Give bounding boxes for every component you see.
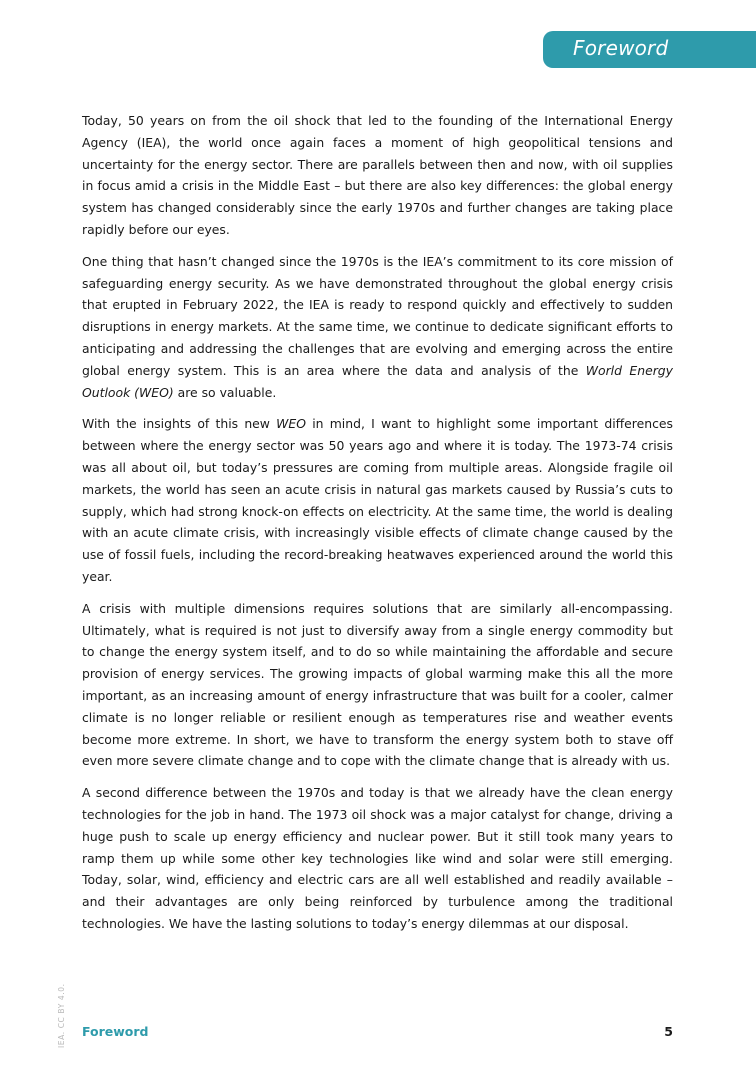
paragraph-text: A second difference between the 1970s and today is that we already have the clean energy technologies for the job in hand. The 1973 oil shock was a major catalyst for change, driving a huge push to scale up energy efficiency and nuclear power. But it still took many years to ramp them up while some other key technologies like wind and solar were still emerging. Today, solar, wind, efficiency and electric cars are all well established and readily available – and their advantages are only being reinforced by turbulence among the traditional technologies. We have the lasting solutions to today’s energy dilemmas at our disposal. [82, 785, 673, 931]
publication-abbrev: WEO [276, 416, 306, 432]
section-tab-label: Foreword [573, 36, 669, 60]
paragraph [82, 598, 673, 772]
publication-title: World Energy Outlook (WEO) [82, 362, 673, 400]
license-note: IEA. CC BY 4.0. [57, 983, 66, 1048]
paragraph [82, 110, 673, 241]
section-tab [543, 31, 756, 68]
paragraph-text: Today, 50 years on from the oil shock that led to the founding of the International Energy Agency (IEA), the world once again faces a moment of high geopolitical tensions and uncertainty for the energy sector. There are parallels between then and now, with oil supplies in focus amid a crisis in the Middle East – but there are also key differences: the global energy system has changed considerably since the early 1970s and further changes are taking place rapidly before our eyes. [82, 113, 673, 237]
paragraph-text: One thing that hasn’t changed since the 1970s is the IEA’s commitment to its core mission of safeguarding energy security. As we have demonstrated throughout the global energy crisis that erupted in February 2022, the IEA is ready to respond quickly and effectively to sudden disruptions in energy markets. At the same time, we continue to dedicate significant efforts to anticipating and addressing the challenges that are evolving and emerging across the entire global energy system. This is an area where the data and analysis of the [82, 253, 673, 378]
footer-section-label: Foreword [82, 1024, 149, 1039]
paragraph [82, 413, 673, 587]
paragraph-text: With the insights of this new [82, 416, 277, 432]
page-number: 5 [664, 1024, 673, 1039]
paragraph [82, 782, 673, 935]
paragraph [82, 251, 673, 404]
body-text [82, 110, 673, 945]
paragraph-text: in mind, I want to highlight some important differences between where the energy sector was 50 years ago and where it is today. The 1973-74 crisis was all about oil, but today’s pressures are coming from multiple areas. Alongside fragile oil markets, the world has seen an acute crisis in natural gas markets caused by Russia’s cuts to supply, which had strong knock-on effects on electricity. At the same time, the world is dealing with an acute climate crisis, with increasingly visible effects of climate change caused by the use of fossil fuels, including the record-breaking heatwaves experienced around the world this year. [82, 416, 673, 584]
paragraph-text: A crisis with multiple dimensions requires solutions that are similarly all-encompassing. Ultimately, what is required is not just to diversify away from a single energy commodity but to change the energy system itself, and to do so while maintaining the affordable and secure provision of energy services. The growing impacts of global warming make this all the more important, as an increasing amount of energy infrastructure that was built for a cooler, calmer climate is no longer reliable or resilient enough as temperatures rise and weather events become more extreme. In short, we have to transform the energy system both to stave off even more severe climate change and to cope with the climate change that is already with us. [82, 600, 673, 769]
paragraph-text: are so valuable. [173, 384, 277, 400]
